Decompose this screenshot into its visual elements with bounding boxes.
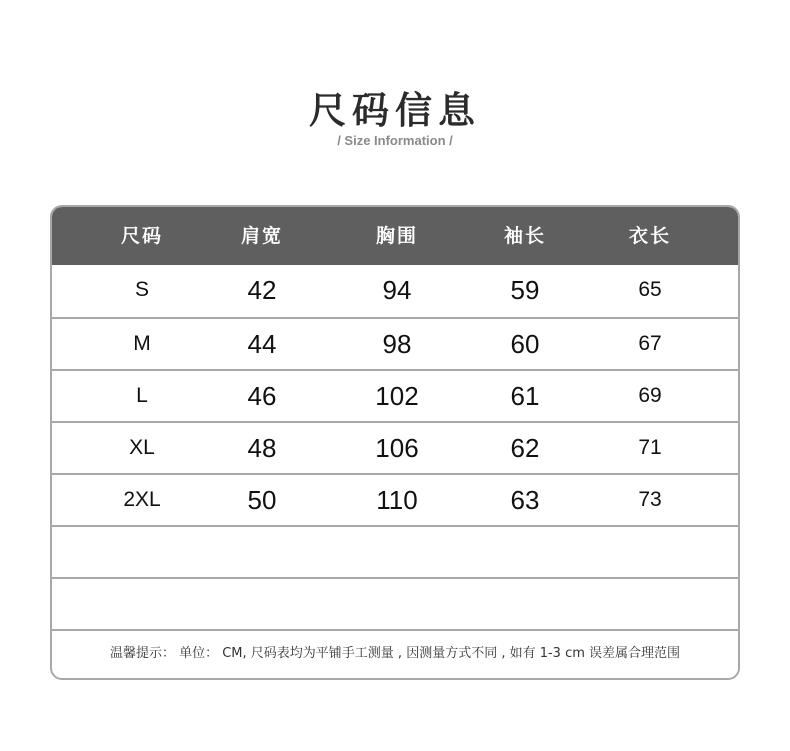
table-row — [52, 421, 738, 473]
header-size: 尺码 — [120, 225, 163, 247]
cell-shoulder: 44 — [247, 329, 277, 359]
cell-chest: 110 — [376, 485, 418, 515]
cell-size: L — [136, 384, 148, 407]
page-subtitle: / Size Information / — [337, 133, 453, 148]
page-title: 尺码信息 — [309, 89, 481, 132]
cell-size: 2XL — [123, 488, 161, 511]
cell-sleeve: 60 — [510, 329, 540, 359]
cell-shoulder: 46 — [247, 381, 277, 411]
header-length: 衣长 — [628, 225, 671, 247]
table-row-empty — [52, 577, 738, 629]
header-shoulder: 肩宽 — [240, 225, 283, 247]
cell-chest: 98 — [382, 329, 412, 359]
cell-shoulder: 48 — [247, 433, 277, 463]
table-row-empty — [52, 525, 738, 577]
cell-sleeve: 63 — [510, 485, 540, 515]
cell-chest: 106 — [375, 433, 419, 463]
cell-length: 65 — [638, 278, 662, 301]
cell-length: 69 — [638, 384, 662, 407]
table-row — [52, 369, 738, 421]
cell-chest: 102 — [375, 381, 419, 411]
cell-length: 67 — [638, 332, 662, 355]
table-row — [52, 317, 738, 369]
header-sleeve: 袖长 — [503, 225, 546, 247]
cell-size: M — [133, 332, 151, 355]
cell-sleeve: 61 — [510, 381, 540, 411]
header-chest: 胸围 — [375, 225, 418, 247]
cell-size: XL — [129, 436, 155, 459]
cell-shoulder: 42 — [247, 275, 277, 305]
table-header — [52, 207, 738, 265]
cell-size: S — [134, 278, 149, 301]
cell-chest: 94 — [382, 275, 412, 305]
cell-sleeve: 62 — [510, 433, 540, 463]
table-row — [52, 265, 738, 317]
cell-shoulder: 50 — [247, 485, 277, 515]
table-row — [52, 473, 738, 525]
cell-sleeve: 59 — [510, 275, 540, 305]
cell-length: 71 — [638, 436, 662, 459]
size-note: 温馨提示： 单位： CM, 尺码表均为平铺手工测量 , 因测量方式不同 , 如有 1-3 cm 误差属合理范围 — [52, 629, 738, 676]
cell-length: 73 — [638, 488, 662, 511]
size-table — [50, 205, 740, 680]
